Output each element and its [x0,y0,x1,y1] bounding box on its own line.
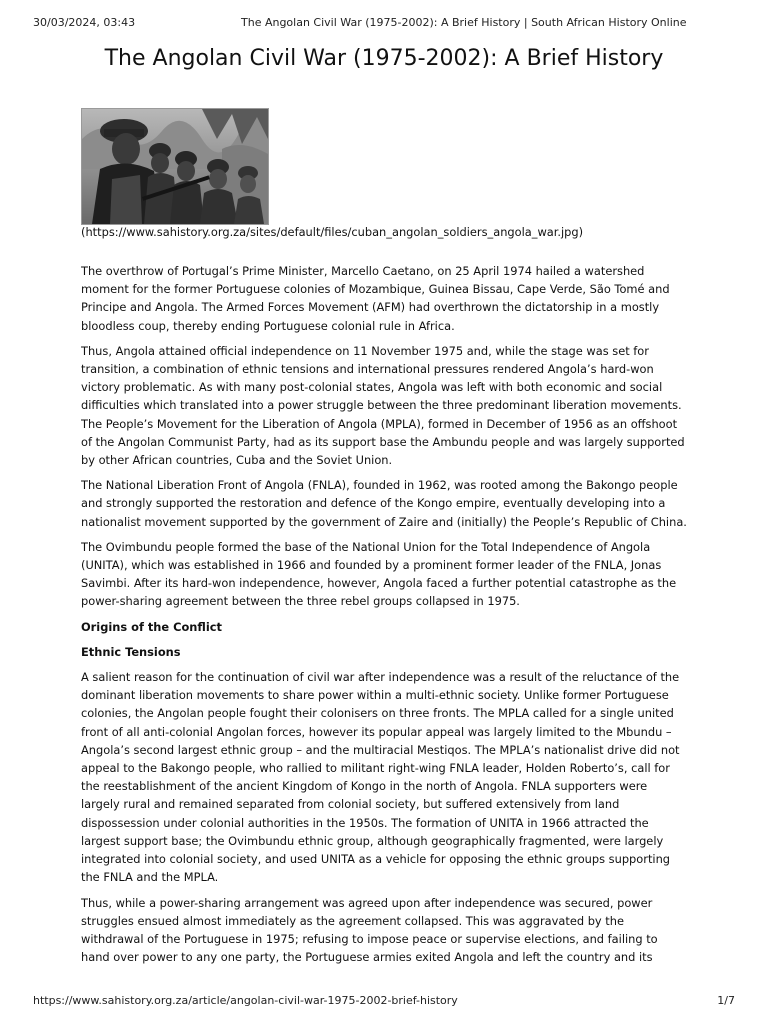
image-caption: (https://www.sahistory.org.za/sites/default/files/cuban_angolan_soldiers_angola_war.jpg) [81,225,584,239]
article-paragraph: Thus, while a power-sharing arrangement was agreed upon after independence was secured, power struggles ensued almost immediately as the agreement collapsed. This was aggravated by the withdrawal of the Portuguese in 1975; refusing to impose peace or supervise elections, and failing to hand over power to any one party, the Portuguese armies exited Angola and left the country and its [81,895,658,965]
print-document-title: The Angolan Civil War (1975-2002): A Brief History | South African History Online [241,16,687,29]
section-heading-origins: Origins of the Conflict [81,619,222,634]
article-paragraph: A salient reason for the continuation of civil war after independence was a result of the reluctance of the dominant liberation movements to share power within a multi-ethnic society. Unlike former Portuguese colonies, the Angolan people fought their colonisers on three fronts. The MPLA called for a single united front of all anti-colonial Angolan forces, however its popular appeal was largely limited to the Mbundu – Angola’s second largest ethnic group – and the multiracial Mestiqos. The MPLA’s nationalist drive did not appeal to the Bakongo people, who rallied to militant right-wing FNLA leader, Holden Roberto’s, call for the reestablishment of the ancient Kingdom of Kongo in the north of Angola. FNLA supporters were largely rural and remained separated from colonial society, but suffered extensively from land dispossession under colonial authorities in the 1950s. The formation of UNITA in 1966 attracted the largest support base; the Ovimbundu ethnic group, although geographically fragmented, were largely integrated into colonial society, and used UNITA as a vehicle for opposing the ethnic groups supporting the FNLA and the MPLA. [81,670,680,885]
print-datetime: 30/03/2024, 03:43 [33,16,136,29]
article-paragraph: Thus, Angola attained official independence on 11 November 1975 and, while the stage was set for transition, a combination of ethnic tensions and international pressures rendered Angola’s hard-won victory problematic. As with many post-colonial states, Angola was left with both economic and social difficulties which translated into a power struggle between the three predominant liberation movements. The People’s Movement for the Liberation of Angola (MPLA), formed in December of 1956 as an offshoot of the Angolan Communist Party, had as its support base the Ambundu people and was largely supported by other African countries, Cuba and the Soviet Union. [81,343,685,468]
article-paragraph: The Ovimbundu people formed the base of the National Union for the Total Independence of Angola (UNITA), which was established in 1966 and founded by a prominent former leader of the FNLA, Jonas Savimbi. After its hard-won independence, however, Angola faced a further potential catastrophe as the power-sharing agreement between the three rebel groups collapsed in 1975. [81,539,677,609]
article-paragraph: The National Liberation Front of Angola (FNLA), founded in 1962, was rooted among the Bakongo people and strongly supported the restoration and defence of the Kongo empire, eventually developing into a nationalist movement supported by the government of Zaire and (initially) the People’s Republic of China. [81,478,687,529]
article-body [81,262,689,978]
page-title: The Angolan Civil War (1975-2002): A Brief History [104,46,664,71]
print-header [33,16,735,30]
section-heading-ethnic: Ethnic Tensions [81,644,181,659]
print-url: https://www.sahistory.org.za/article/angolan-civil-war-1975-2002-brief-history [33,994,458,1007]
article-paragraph: The overthrow of Portugal’s Prime Minister, Marcello Caetano, on 25 April 1974 hailed a watershed moment for the former Portuguese colonies of Mozambique, Guinea Bissau, Cape Verde, São Tomé and Principe and Angola. The Armed Forces Movement (AFM) had overthrown the dictatorship in a mostly bloodless coup, thereby ending Portuguese colonial rule in Africa. [81,264,670,333]
soldiers-photo [81,108,269,225]
page-number: 1/7 [717,994,735,1007]
print-footer [33,994,735,1008]
